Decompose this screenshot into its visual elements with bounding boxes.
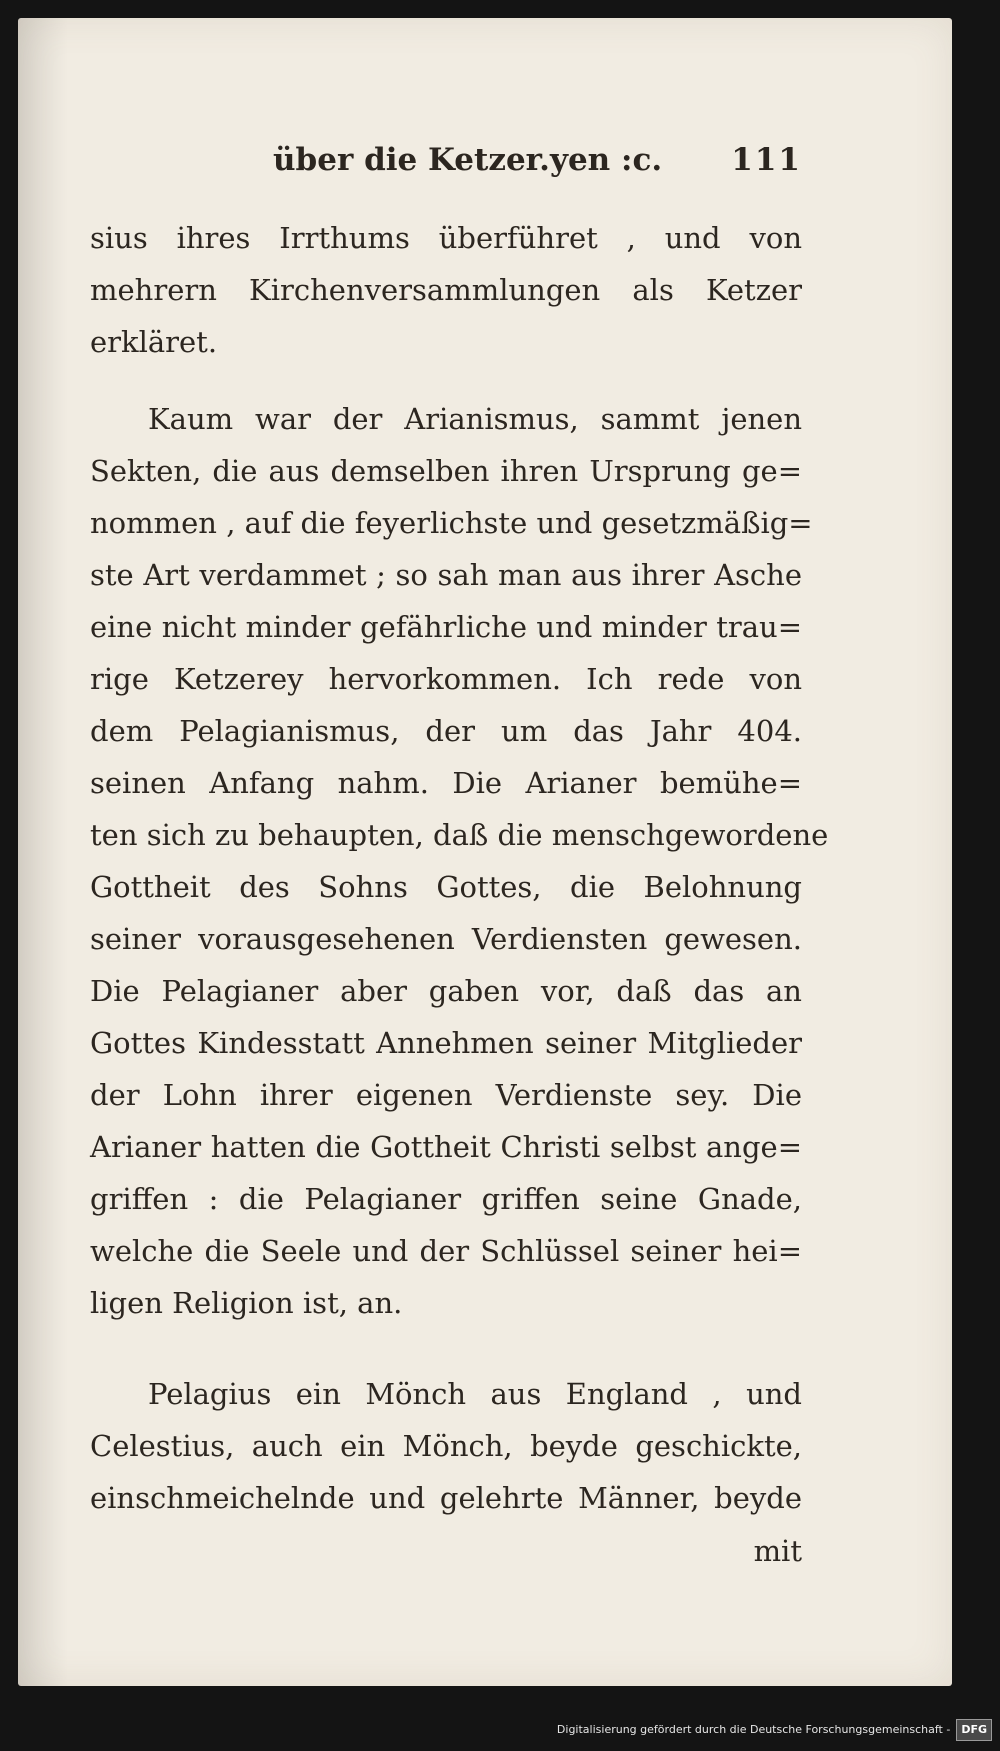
text-line: erkläret.: [90, 325, 218, 359]
paragraph-1: [90, 212, 802, 368]
text-line: der Lohn ihrer eigenen Verdienste sey. Die: [90, 1078, 802, 1112]
text-line: einschmeichelnde und gelehrte Männer, beyde: [90, 1481, 802, 1515]
text-line: Kaum war der Arianismus, sammt jenen: [148, 402, 802, 436]
book-page: [18, 18, 952, 1686]
text-line: rige Ketzerey hervorkommen. Ich rede von: [90, 662, 802, 696]
page-number: 111: [731, 142, 802, 178]
text-line: ten sich zu behaupten, daß die menschgewordene: [90, 818, 829, 852]
running-title: über die Ketzer.yen :c.: [273, 142, 663, 178]
text-line: ste Art verdammet ; so sah man aus ihrer Asche: [90, 558, 802, 592]
text-line: seinen Anfang nahm. Die Arianer bemühe=: [90, 766, 802, 800]
page-header: [273, 142, 802, 178]
text-line: Die Pelagianer aber gaben vor, daß das an: [90, 974, 802, 1008]
credit-text: Digitalisierung gefördert durch die Deutsche Forschungsgemeinschaft -: [556, 1723, 951, 1736]
text-line: griffen : die Pelagianer griffen seine Gnade,: [90, 1182, 802, 1216]
text-line: mehrern Kirchenversammlungen als Ketzer: [90, 273, 802, 307]
page-gutter-shadow: [18, 18, 68, 1686]
text-line: Gottheit des Sohns Gottes, die Belohnung: [90, 870, 802, 904]
text-line: seiner vorausgesehenen Verdiensten gewesen.: [90, 922, 802, 956]
text-line: eine nicht minder gefährliche und minder trau=: [90, 610, 802, 644]
digitization-credit: [557, 1719, 992, 1739]
text-line: Celestius, auch ein Mönch, beyde geschickte,: [90, 1429, 802, 1463]
text-line: Pelagius ein Mönch aus England , und: [148, 1377, 802, 1411]
paragraph-2: [90, 393, 829, 1329]
text-line: Arianer hatten die Gottheit Christi selbst ange=: [90, 1130, 802, 1164]
dfg-logo: DFG: [956, 1719, 992, 1741]
text-line: sius ihres Irrthums überführet , und von: [90, 221, 802, 255]
text-line: Gottes Kindesstatt Annehmen seiner Mitglieder: [90, 1026, 802, 1060]
catchword-block: [90, 1525, 802, 1577]
paragraph-3: [90, 1368, 802, 1524]
text-line: dem Pelagianismus, der um das Jahr 404.: [90, 714, 802, 748]
text-line: ligen Religion ist, an.: [90, 1286, 403, 1320]
text-line: nommen , auf die feyerlichste und gesetzmäßig=: [90, 506, 813, 540]
text-line: Sekten, die aus demselben ihren Ursprung ge=: [90, 454, 802, 488]
catchword: mit: [753, 1534, 802, 1568]
text-line: welche die Seele und der Schlüssel seiner hei=: [90, 1234, 802, 1268]
